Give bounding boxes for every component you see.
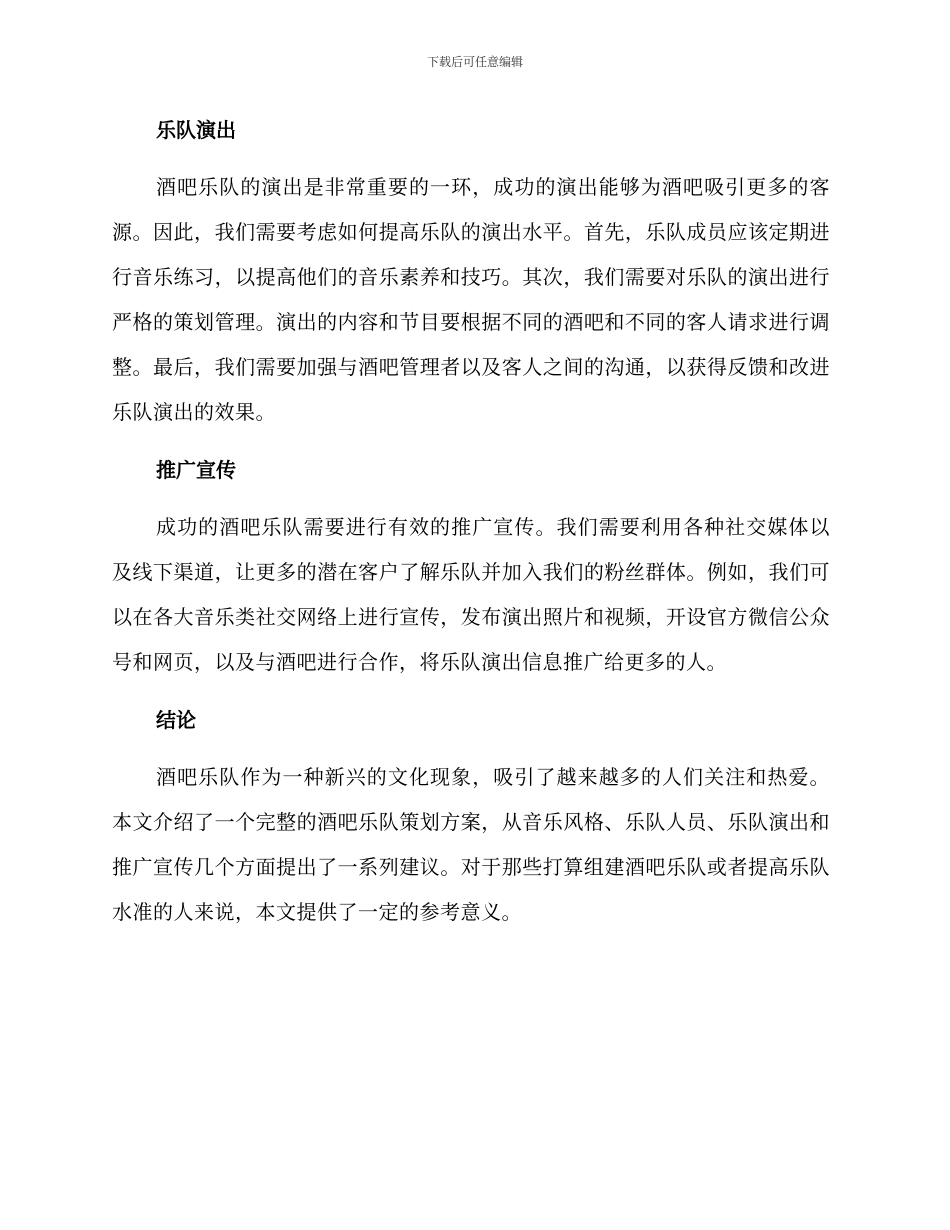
section-title: 推广宣传 [156,458,236,482]
section-promotion [112,448,830,685]
section-paragraph: 酒吧乐队的演出是非常重要的一环，成功的演出能够为酒吧吸引更多的客源。因此，我们需要考虑如何提高乐队的演出水平。首先，乐队成员应该定期进行音乐练习，以提高他们的音乐素养和技巧。其次，我们需要对乐队的演出进行严格的策划管理。演出的内容和节目要根据不同的酒吧和不同的客人请求进行调整。最后，我们需要加强与酒吧管理者以及客人之间的沟通，以获得反馈和改进乐队演出的效果。 [112,175,830,424]
section-band-performance [112,108,830,435]
document-content [112,108,830,948]
section-title: 结论 [156,708,196,732]
section-paragraph: 酒吧乐队作为一种新兴的文化现象，吸引了越来越多的人们关注和热爱。本文介绍了一个完整的酒吧乐队策划方案，从音乐风格、乐队人员、乐队演出和推广宣传几个方面提出了一系列建议。对于那些打算组建酒吧乐队或者提高乐队水准的人来说，本文提供了一定的参考意义。 [112,765,830,924]
section-conclusion [112,698,830,935]
section-title: 乐队演出 [156,118,236,142]
page-header: 下载后可任意编辑 [426,55,523,69]
section-paragraph: 成功的酒吧乐队需要进行有效的推广宣传。我们需要利用各种社交媒体以及线下渠道，让更多的潜在客户了解乐队并加入我们的粉丝群体。例如，我们可以在各大音乐类社交网络上进行宣传，发布演出照片和视频，开设官方微信公众号和网页，以及与酒吧进行合作，将乐队演出信息推广给更多的人。 [112,515,830,674]
